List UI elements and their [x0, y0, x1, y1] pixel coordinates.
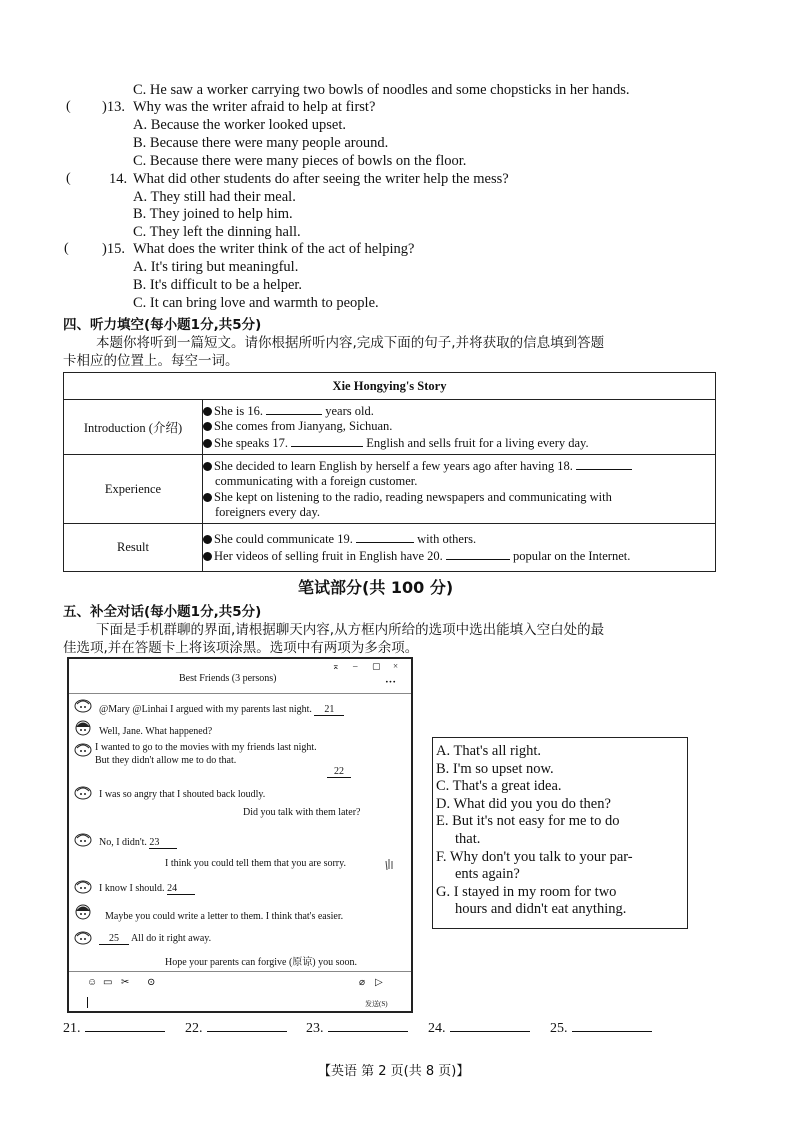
mary-avatar-icon: [73, 903, 93, 921]
answer-line[interactable]: [328, 1019, 408, 1032]
section-4-instructions: 本题你将听到一篇短文。请你根据所听内容,完成下面的句子,并将获取的信息填到答题: [96, 335, 605, 351]
jane-avatar-icon: [73, 929, 93, 947]
section-4-title: 四、听力填空(每小题1分,共5分): [63, 317, 262, 333]
text-cursor: [87, 997, 88, 1008]
jane-avatar-icon: [73, 697, 93, 715]
scissors-icon[interactable]: ✂: [121, 977, 130, 988]
folder-icon[interactable]: ▭: [103, 977, 113, 988]
bullet-icon: [203, 407, 212, 416]
jane-avatar-icon: [73, 784, 93, 802]
option-g-cont: hours and didn't eat anything.: [455, 901, 627, 918]
chat-message: But they didn't allow me to do that.: [95, 755, 237, 766]
jane-avatar-icon: [73, 878, 93, 896]
close-button[interactable]: ×: [393, 661, 399, 671]
answer-paren: (: [66, 171, 71, 186]
chat-message: Did you talk with them later?: [243, 807, 361, 818]
q15-number: )15.: [102, 241, 125, 257]
chat-message: 25 All do it right away.: [99, 933, 211, 945]
q15-option: C. It can bring love and warmth to people.: [133, 295, 379, 311]
blank-17[interactable]: [291, 435, 363, 447]
introduction-cell: She is 16. years old. She comes from Jianyang, Sichuan. She speaks 17. English and sells fruit for a living every day.: [203, 400, 716, 455]
result-cell: She could communicate 19. with others. Her videos of selling fruit in English have 20. popular on the Internet.: [203, 524, 716, 572]
q14-stem: What did other students do after seeing the writer help the mess?: [133, 171, 509, 187]
section-5-instructions-cont: 佳选项,并在答题卡上将该项涂黑。选项中有两项为多余项。: [63, 640, 419, 656]
section-4-instructions-cont: 卡相应的位置上。每空一词。: [63, 353, 239, 369]
chat-message: Maybe you could write a letter to them. I think that's easier.: [105, 911, 344, 922]
story-table: [63, 372, 716, 572]
chat-message: No, I didn't. 23: [99, 837, 177, 849]
video-icon[interactable]: ▷: [375, 977, 383, 988]
bullet-icon: [203, 462, 212, 471]
answer-22[interactable]: 22.: [185, 1019, 287, 1037]
option-d: D. What did you you do then?: [436, 795, 611, 812]
written-part-title: 笔试部分(共 100 分): [298, 578, 454, 597]
q14-number: 14.: [109, 171, 128, 187]
maximize-button[interactable]: ▢: [372, 661, 381, 671]
jane-avatar-icon: [73, 741, 93, 759]
input-divider: [69, 971, 411, 972]
answer-24[interactable]: 24.: [428, 1019, 530, 1037]
minimize-button[interactable]: –: [353, 661, 358, 671]
chat-window: [67, 657, 413, 1013]
row-head-introduction: Introduction (介绍): [64, 400, 203, 455]
experience-cell: She decided to learn English by herself a few years ago after having 18. communicating with a foreign customer. She kept on listening to the radio, reading newspapers and communicating with foreigners every day.: [203, 455, 716, 524]
q13-option: C. Because there were many pieces of bowls on the floor.: [133, 153, 467, 169]
option-f-cont: ents again?: [455, 866, 520, 883]
chat-bubble-icon[interactable]: ⊙: [147, 977, 156, 988]
answer-paren: (: [64, 241, 69, 256]
chat-message: I think you could tell them that you are sorry.: [165, 858, 346, 869]
mary-avatar-icon: [73, 719, 93, 737]
page-footer: 【英语 第 2 页(共 8 页)】: [318, 1064, 470, 1079]
jane-avatar-icon: [73, 831, 93, 849]
answer-21[interactable]: 21.: [63, 1019, 165, 1037]
mic-icon[interactable]: ⌀: [359, 977, 366, 988]
row-head-experience: Experience: [64, 455, 203, 524]
bullet-icon: [203, 422, 212, 431]
option-a: A. That's all right.: [436, 743, 542, 759]
answer-25[interactable]: 25.: [550, 1019, 652, 1037]
option-f: F. Why don't you talk to your par-: [436, 848, 633, 865]
q13-number: )13.: [102, 99, 125, 115]
bullet-icon: [203, 552, 212, 561]
blank-22[interactable]: 22: [327, 766, 351, 778]
blank-18[interactable]: [576, 458, 632, 470]
emoji-icon[interactable]: ☺: [87, 977, 98, 988]
blank-16[interactable]: [266, 403, 322, 415]
option-g: G. I stayed in my room for two: [436, 883, 617, 900]
hand-emoji-icon: [382, 855, 396, 873]
chat-message: I was so angry that I shouted back loudly.: [99, 789, 266, 800]
answer-line[interactable]: [207, 1019, 287, 1032]
q15-option: A. It's tiring but meaningful.: [133, 259, 299, 275]
blank-19[interactable]: [356, 531, 414, 543]
blank-24[interactable]: 24: [167, 883, 195, 895]
answer-line[interactable]: [572, 1019, 652, 1032]
section-5-instructions: 下面是手机群聊的界面,请根据聊天内容,从方框内所给的选项中选出能填入空白处的最: [96, 622, 605, 638]
option-c: C. That's a great idea.: [436, 778, 562, 795]
bullet-icon: [203, 439, 212, 448]
q14-option: A. They still had their meal.: [133, 189, 296, 205]
more-icon[interactable]: ···: [385, 676, 397, 688]
answer-line[interactable]: [450, 1019, 530, 1032]
send-button[interactable]: 发送(S): [365, 1000, 388, 1008]
option-b: B. I'm so upset now.: [436, 760, 554, 777]
q13-option: A. Because the worker looked upset.: [133, 117, 347, 133]
row-head-result: Result: [64, 524, 203, 572]
q14-option: C. They left the dinning hall.: [133, 224, 301, 240]
answer-paren: (: [66, 99, 71, 114]
bullet-icon: [203, 493, 212, 502]
chat-header: [69, 659, 411, 694]
option-e: E. But it's not easy for me to do: [436, 813, 620, 830]
pin-icon[interactable]: ⌅: [332, 661, 340, 671]
q14-option: B. They joined to help him.: [133, 206, 293, 222]
answer-23[interactable]: 23.: [306, 1019, 408, 1037]
answer-line[interactable]: [85, 1019, 165, 1032]
option-e-cont: that.: [455, 830, 481, 847]
q13-option: B. Because there were many people around.: [133, 135, 389, 151]
chat-message: @Mary @Linhai I argued with my parents last night. 21: [99, 704, 344, 716]
options-box: [432, 737, 688, 929]
q13-stem: Why was the writer afraid to help at first?: [133, 99, 376, 115]
chat-message: Hope your parents can forgive (原谅) you soon.: [165, 957, 357, 968]
blank-20[interactable]: [446, 548, 510, 560]
chat-message: I know I should. 24: [99, 883, 195, 895]
story-table-title: Xie Hongying's Story: [64, 373, 716, 400]
chat-message: I wanted to go to the movies with my friends last night.: [95, 742, 317, 753]
blank-23[interactable]: 23: [149, 837, 177, 849]
bullet-icon: [203, 535, 212, 544]
q15-stem: What does the writer think of the act of helping?: [133, 241, 415, 257]
blank-21[interactable]: 21: [314, 704, 344, 716]
section-5-title: 五、补全对话(每小题1分,共5分): [63, 604, 262, 620]
chat-message: Well, Jane. What happened?: [99, 726, 213, 737]
blank-25[interactable]: 25: [99, 933, 129, 945]
q12-option-c: C. He saw a worker carrying two bowls of noodles and some chopsticks in her hands.: [133, 82, 630, 98]
q15-option: B. It's difficult to be a helper.: [133, 277, 303, 293]
chat-title: Best Friends (3 persons): [179, 673, 277, 684]
